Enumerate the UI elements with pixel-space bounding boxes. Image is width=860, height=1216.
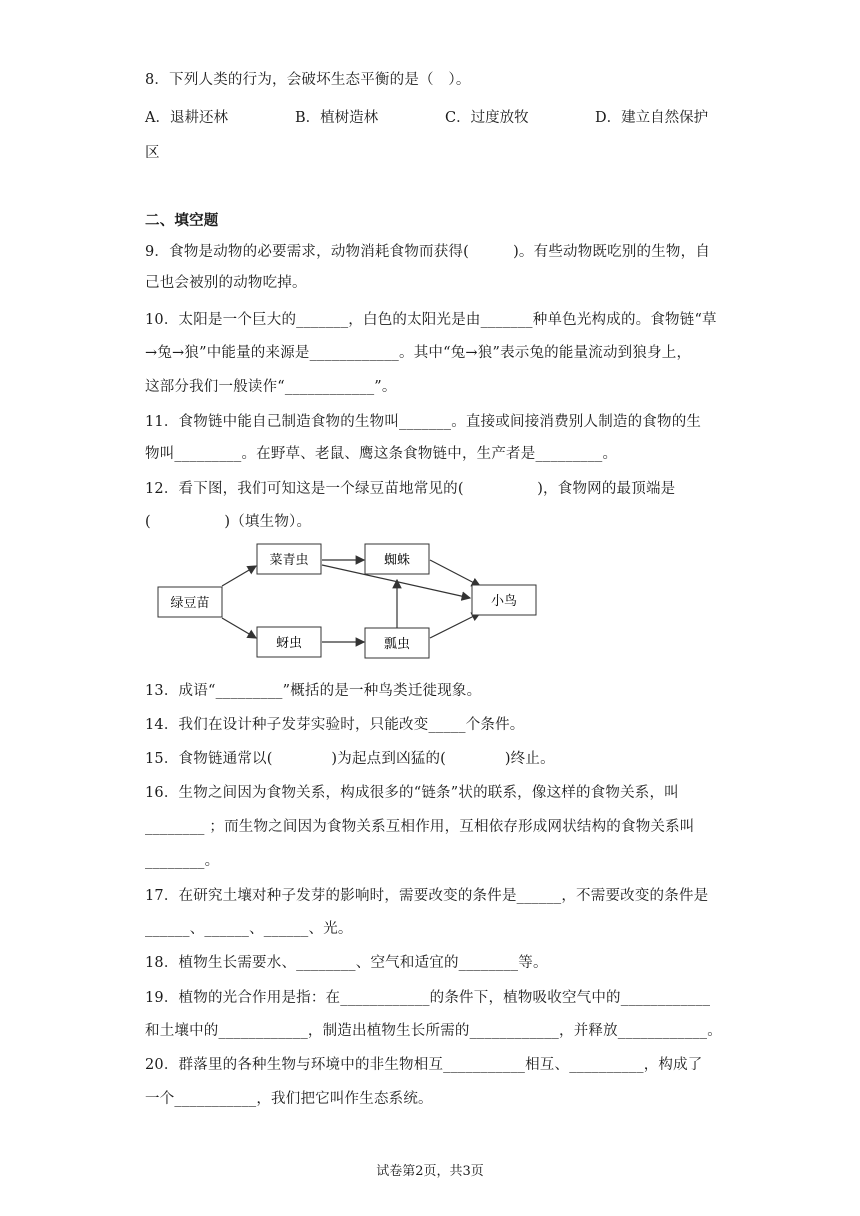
q17-line-1: 17．在研究土壤对种子发芽的影响时，需要改变的条件是______，不需要改变的条件是 bbox=[145, 888, 709, 904]
svg-text:瓢虫: 瓢虫 bbox=[383, 637, 411, 652]
svg-text:绿豆苗: 绿豆苗 bbox=[170, 596, 210, 611]
svg-text:菜青虫: 菜青虫 bbox=[269, 553, 309, 568]
node-ladybug bbox=[365, 628, 429, 658]
q10-line-1: 10．太阳是一个巨大的_______，白色的太阳光是由_______种单色光构成的。食物链“草 bbox=[145, 312, 717, 328]
q8-option-a: A．退耕还林 bbox=[145, 110, 228, 126]
node-bird bbox=[472, 585, 536, 615]
q13: 13．成语“_________”概括的是一种鸟类迁徙现象。 bbox=[145, 683, 482, 699]
q11-line-1: 11．食物链中能自己制造食物的生物叫_______。直接或间接消费别人制造的食物的生 bbox=[145, 414, 702, 430]
q17-line-2: ______、______、______、光。 bbox=[145, 921, 353, 937]
node-spider bbox=[365, 544, 429, 574]
q9-line-2: 己也会被别的动物吃掉。 bbox=[145, 275, 307, 291]
q12-line-1: 12．看下图，我们可知这是一个绿豆苗地常见的( )，食物网的最顶端是 bbox=[145, 481, 676, 497]
q12-line-2: ( )（填生物）。 bbox=[145, 514, 312, 530]
q10-line-3: 这部分我们一般读作“____________”。 bbox=[145, 379, 397, 395]
q8-option-d: D．建立自然保护 bbox=[595, 110, 709, 126]
food-web-diagram bbox=[150, 538, 550, 668]
node-mungbean bbox=[158, 587, 222, 617]
q15: 15．食物链通常以( )为起点到凶猛的( )终止。 bbox=[145, 751, 555, 767]
arrow-ladybug-to-bird bbox=[430, 613, 480, 638]
page-footer: 试卷第2页，共3页 bbox=[376, 1164, 484, 1179]
q20-line-1: 20．群落里的各种生物与环境中的非生物相互___________相互、__________，构成了 bbox=[145, 1057, 703, 1073]
arrow-mungbean-to-caterpillar bbox=[222, 566, 256, 586]
q19-line-2: 和土壤中的____________，制造出植物生长所需的____________，并释放____________。 bbox=[145, 1023, 722, 1039]
arrow-mungbean-to-aphid bbox=[222, 618, 256, 638]
q10-line-2: →兔→狼”中能量的来源是____________。其中“兔→狼”表示兔的能量流动到狼身上， bbox=[145, 345, 692, 361]
q8-option-b: B．植树造林 bbox=[295, 110, 379, 126]
q16-line-2: ________ ；而生物之间因为食物关系互相作用，互相依存形成网状结构的食物关系叫 bbox=[145, 819, 695, 835]
svg-text:蜘蛛: 蜘蛛 bbox=[383, 553, 411, 568]
node-caterpillar bbox=[257, 544, 321, 574]
q16-line-3: ________。 bbox=[145, 853, 220, 869]
q8-stem: 8．下列人类的行为，会破坏生态平衡的是（ ）。 bbox=[145, 72, 471, 88]
q8-option-c: C．过度放牧 bbox=[445, 110, 529, 126]
arrow-spider-to-bird bbox=[430, 560, 480, 586]
q19-line-1: 19．植物的光合作用是指：在____________的条件下，植物吸收空气中的____________ bbox=[145, 990, 711, 1006]
node-aphid bbox=[257, 627, 321, 657]
q16-line-1: 16．生物之间因为食物关系，构成很多的“链条”状的联系，像这样的食物关系，叫 bbox=[145, 785, 679, 801]
q9-line-1: 9．食物是动物的必要需求，动物消耗食物而获得( )。有些动物既吃别的生物，自 bbox=[145, 244, 711, 260]
svg-text:蚜虫: 蚜虫 bbox=[275, 636, 303, 651]
q20-line-2: 一个___________，我们把它叫作生态系统。 bbox=[145, 1091, 433, 1107]
q8-option-d-wrap: 区 bbox=[145, 145, 160, 161]
q11-line-2: 物叫_________。在野草、老鼠、鹰这条食物链中，生产者是_________。 bbox=[145, 446, 618, 462]
q14: 14．我们在设计种子发芽实验时，只能改变_____个条件。 bbox=[145, 717, 525, 733]
section-heading: 二、填空题 bbox=[145, 212, 219, 229]
svg-text:小鸟: 小鸟 bbox=[490, 594, 518, 609]
q18: 18．植物生长需要水、________、空气和适宜的________等。 bbox=[145, 955, 548, 971]
